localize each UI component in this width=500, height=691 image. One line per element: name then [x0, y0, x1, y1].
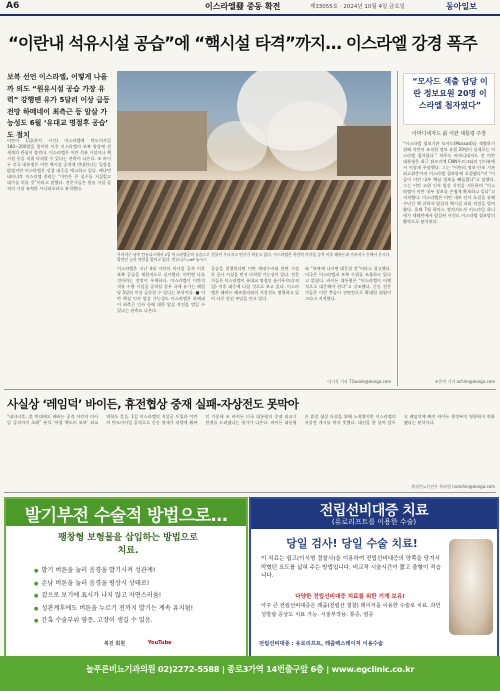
youtube-icon: YouTube — [148, 640, 172, 646]
ad-illustration — [449, 539, 493, 635]
newspaper-logo: 동아일보 — [446, 2, 477, 11]
sidebar-subtitle: 아마디네자드 前 이란 대통령 주장 — [411, 131, 487, 137]
page-number: A6 — [6, 1, 20, 11]
column-divider — [397, 71, 398, 386]
main-headline: “이란내 석유시설 공습”에 “핵시설 타격”까지… 이스라엘 강경 폭주 — [8, 34, 477, 53]
article-body-col2: 이스라엘은 지난 4월 이란의 미사일 공격 이후 보복 공습을 제한적으로 실시했다. 이번엔 다를 것이라는 전망이 우세하다. 이스라엘이 이란의 석유 수출 시설을 공격할 경우 국제 유가는 배럴당 5달러 이상 급등할 수 있다는 분석이다. ■ 이란 핵심 인사 암살 가능성도 이스라엘은 하메네이 최측근 인사 등에 대한 암살 작전을 벌일 수 있다는 관측도 나온다. — [117, 266, 205, 313]
ad-highlight: 다양한 전립선비대증 치료를 위한 기계 보유! — [295, 594, 405, 600]
section-divider — [4, 389, 496, 390]
ad-feature-item: ● 간혹 수술부위 염증, 고장이 생길 수 있음. — [34, 615, 214, 628]
ad-divider — [4, 492, 496, 493]
article-body-col4: 와 “보복에 나서면 대응할 것”이라고 경고했다. 미국은 이스라엘과 보복 수위를 조율하고 있다고 밝혔다. 바이든 대통령은 “이스라엘이 비례적으로 대응해야 한다”고 강조했다. 중동 전문가들은 이번 충돌이 전면전으로 확대될 위험이 크다고 지적했다. — [305, 266, 391, 301]
ad-feature-item: ● 겉으로 보기에 표시가 나지 않고 자연스러움! — [34, 590, 214, 603]
sidebar-body: “이스라엘 첩보기관 모사드(Mossad)를 색출하기 위해 이란이 조직한 정보 요원 20명이 실제로는 이스라엘 첩자였다.” 마무드 아마디네자드 전 이란 대통령은 최근 튀르키예 CNN투르크와의 인터뷰에서 이렇게 주장했다. 그는 “이란의 정보·안보 기관 최고위층까지 이스라엘 첩보망에 포섭됐다”며 “이들이 이란 내부 핵심 정보를 빼돌렸다”고 말했다. 그는 이란 고위 인사 암살 사건을 거론하며 “이스라엘이 이란 내부 정보를 손쉽게 확보하고 있다”고 지적했다. 이스라엘은 이란 내부 인사 포섭을 통해 수년간 핵 과학자 암살과 핵시설 파괴 작전을 벌여왔다. 올해 7월 하마스 정치지도자 이스마일 하니예가 테헤란에서 암살된 사건도 이스라엘 첩보망의 활약으로 분석된다. — [403, 141, 495, 224]
clinic-contact[interactable]: 놀푸른비뇨기과의원 02)2272-5588 | 종로3가역 14번출구앞 6층 | www.egclinic.co.kr — [85, 664, 415, 674]
ad-body: 이 치료는 쉽고(이식형 결찰사)을 이용하여 전립선비대증의 양쪽을 당겨서 막혔던 요도를 넓혀 주는 방법입니다. 비교적 시술시간이 짧고 출혈이 적습니다. — [261, 556, 441, 579]
ad-badge: 복진 회원 — [104, 641, 126, 647]
section-title: 이스라엘發 중동 확전 — [205, 2, 281, 11]
ad-headline: 당일 검사! 당일 수술 치료! — [286, 537, 418, 550]
sidebar-title: “모사드 색출 담당 이란 정보요원 20명 이스라엘 첩자였다” — [412, 77, 488, 110]
ad-body-secondary: 아주 큰 전립선비대증은 레쥼(전립선 결찰) 레이저를 이용한 수술로 치료. 과민성방광 증상도 치료 가능. 시술부작용: 통증, 염증 — [261, 603, 441, 618]
lower-article-body: “네타냐후, 美 반대에도 레바논 공격 이란의 미사일 공격까지 초래” 분석 ‘아랍 핵도미 보복’ 외교 역학도 흔들. 1일 이스라엘의 지상군 투입과 이란의 탄도미사일 공격으로 중동 정세가 격랑에 휩싸인 가운데 조 바이든 미국 대통령의 중재 외교가 한계를 드러냈다는 평가가 나온다. 바이든 대통령은 휴전 협상 타결을 위해 노력했지만 이스라엘의 지상전 개시를 막지 못했다. 대선을 한 달여 앞두고 레임덕에 빠진 바이든 행정부의 영향력이 약화됐다는 분석이다. — [7, 414, 495, 425]
article-body-col1: 이란이 1일(현지 시간) 이스라엘에 탄도미사일 180∼200발을 발사한 이후 이스라엘의 보복 양상에 전 세계의 관심이 쏠린다. 이스라엘은 이란 석유 시설이나 핵시설 등을 직접 타격할 수 있다는 관측이 나온다. 조 바이든 미국 대통령은 이란 핵시설 공격에 반대한다는 입장을 밝혔지만 이스라엘은 강경 대응을 예고하고 있다. 베냐민 네타냐후 이스라엘 총리는 “이란은 큰 실수를 저질렀고 대가를 치를 것”이라고 말했다. 전문가들은 원유 시설 공격이 가장 유력한 시나리오라고 분석했다. — [7, 138, 111, 191]
ad-feature-item: ● 성관계후에도 버튼을 누르기 전까지 발기는 계속 유지됨! — [34, 603, 214, 616]
ad-title-sub: (유로리프트를 이용한 수술) — [331, 518, 417, 526]
ad-title: 발기부전 수술적 방법으로… — [24, 506, 228, 526]
ad-feature-item: ● 발기 버튼을 눌러 음경을 발기시켜 성관계! — [34, 565, 214, 578]
ad-footer-line: 전립선비대증 : 유로리프트, 레쥼렉스레이저 이용수술 — [259, 641, 384, 647]
ad-feature-item: ● 손남 버튼을 눌러 음경을 평상시 상태로! — [34, 578, 214, 591]
lower-reporter: 워싱턴=신진우 특파원 niceshin@donga.com — [411, 484, 495, 489]
dateline: 제33055호 · 2024년 10월 4일 금요일 — [310, 4, 405, 10]
news-photo — [117, 71, 391, 250]
article-body-col3: 공습을 결행한다면 이란 혁명수비대 관련 시설 등 군사 시설을 먼저 타격할 가능성이 있다. 전문가들은 이스라엘이 유대교 명절인 욤키푸르(속죄일) 이후 대응에 나설 것으로 보고 있다. 이스라엘은 레바논 헤즈볼라와의 지상전도 병행하고 있어 다중 전선 부담을 안고 있다. — [211, 266, 299, 301]
article-subhead: 보복 선언 이스라엘, 어떻게 나올까 의도 “원유시설 공습 가장 유력” 강행땐 유가 5달러 이상 급등 전망 하메네이 최측근 등 암살 가능성도 6월 ‘유대교 명절후 공습’ 도 점치 — [7, 73, 110, 139]
lower-headline: 사실상 ‘레임덕’ 바이든, 휴전협상 중재 실패-자상전도 못막아 — [7, 397, 299, 411]
erectile-ad[interactable] — [4, 497, 248, 658]
ad-feature-list — [34, 565, 214, 628]
photo-caption: 가자지구 남부 칸유니스에서 2일 이스라엘군의 공습으로 건물이 무너지고 연기가 치솟고 있다. 이스라엘은 이란의 미사일 공격 이후 레바논과 가자지구 등에서 동시다발적인 군사 작전을 벌이고 있다. 칸유니스=AP 뉴시스 — [117, 252, 390, 263]
article-reporter: 이기욱 기자 71wook@donga.com — [327, 379, 391, 384]
sidebar-reporter: 조은아 기자 achim@donga.com — [434, 379, 495, 384]
ad-title: 전립선비대증 치료 — [319, 503, 429, 519]
prostate-ad[interactable] — [249, 497, 499, 658]
ad-subtitle: 팽창형 보형물을 삽입하는 방법으로 치료. — [58, 533, 198, 556]
